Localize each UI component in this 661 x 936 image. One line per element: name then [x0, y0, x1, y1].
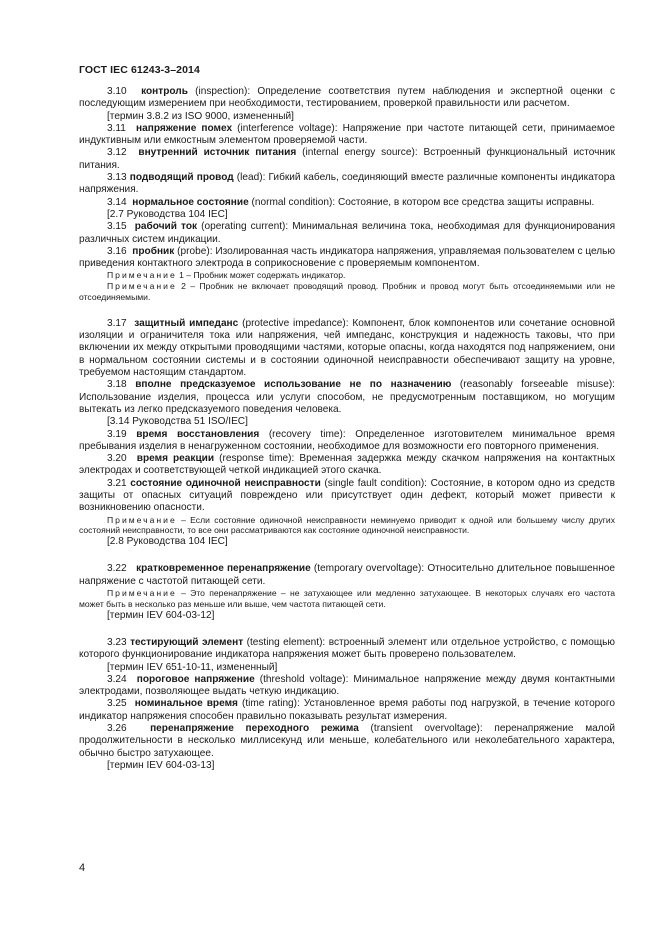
entry-3-10-reference: [термин 3.8.2 из ISO 9000, измененный] — [107, 110, 294, 122]
entry-3-22: 3.22 кратковременное перенапряжение (temporary overvoltage): Относительно длительное повышенное напряжение с частотой питающей сети. — [79, 563, 615, 587]
term: вполне предсказуемое использование не по назначению — [135, 379, 452, 391]
entry-3-10: 3.10 контроль (inspection): Определение соответствия путем наблюдения и экспертной оценки с последующим измерением при необходимости, тестированием, проверкой правильности или расчетом. — [79, 86, 615, 110]
entry-3-22-reference: [термин IEV 604-03-12] — [107, 609, 215, 621]
term: пороговое напряжение — [136, 673, 255, 685]
term: контроль — [141, 86, 188, 97]
entry-3-21-note: Примечание – Если состояние одиночной неисправности неминуемо приводит к одной или большему числу других состояний неисправности, то все они рассматриваются как состояние одиночной неисправности. — [79, 514, 615, 536]
term: рабочий ток — [134, 221, 198, 233]
entry-3-18-reference: [3.14 Руководства 51 ISO/IEC] — [107, 416, 248, 428]
entry-3-23-reference: [термин IEV 651-10-11, измененный] — [107, 661, 278, 673]
entry-3-21-reference: [2.8 Руководства 104 IEC] — [107, 536, 228, 548]
entry-3-20: 3.20 время реакции (response time): Временная задержка между скачком напряжения на контактных электродах и соответствующей четкой индикацией этого скачка. — [79, 453, 615, 477]
entry-3-26-reference: [термин IEV 604-03-13] — [107, 759, 215, 771]
term: перенапряжение переходного режима — [150, 723, 359, 735]
term: напряжение помех — [136, 122, 233, 134]
entry-3-15: 3.15 рабочий ток (operating current): Минимальная величина тока, необходимая для функционирования различных систем индикации. — [79, 221, 616, 245]
term: внутренний источник питания — [138, 147, 297, 159]
entry-3-19: 3.19 время восстановления (recovery time): Определенное изготовителем минимальное время пребывания изделия в ненагруженном состоянии, необходимое для возможности его повторного применения. — [79, 428, 615, 452]
entry-3-21: 3.21 состояние одиночной неисправности (single fault condition): Состояние, в котором одно из средств защиты от опасных ситуаций повреждено или присутствует один дефект, который может привести к возникновению опасности. — [79, 477, 615, 514]
term: номинальное время — [134, 698, 238, 710]
entry-3-24: 3.24 пороговое напряжение (threshold voltage): Минимальное напряжение между двумя контактными электродами, позволяющее выдать четкую индикацию. — [79, 673, 615, 698]
entry-3-22-note: Примечание – Это перенапряжение – не затухающее или медленно затухающее. В некоторых случаях его частота может быть в несколько раз меньше или выше, чем частота питающей сети. — [79, 588, 615, 609]
entry-3-16-note-1: Примечание 1 – Пробник может содержать индикатор. — [107, 270, 346, 281]
entry-3-18: 3.18 вполне предсказуемое использование не по назначению (reasonably forseeable misuse): Использование изделия, процесса или услуги способом, не предусмотренным поставщиком, но могущим вытекать из легко предсказуемого поведения человека. — [79, 379, 615, 415]
term: время восстановления — [136, 428, 260, 440]
term: нормальное состояние — [132, 196, 249, 208]
term: тестирующий элемент — [130, 636, 244, 648]
entry-3-13: 3.13 подводящий провод (lead): Гибкий кабель, соединяющий вместе различные компоненты индикатора напряжения. — [79, 172, 615, 196]
entry-3-23: 3.23 тестирующий элемент (testing element): встроенный элемент или отдельное устройство, с помощью которого функционирование индикатора напряжения может быть проверено пользователем. — [79, 636, 615, 661]
entry-3-26: 3.26 перенапряжение переходного режима (transient overvoltage): перенапряжение малой продолжительности в несколько миллисекунд или меньше, колебательного или неколебательного характера, обычно быстро затухающее. — [79, 723, 615, 759]
page-number: 4 — [79, 862, 86, 874]
entry-3-14: 3.14 нормальное состояние (normal condition): Состояние, в котором все средства защиты исправны. — [107, 196, 595, 208]
document-header: ГОСТ IEC 61243-3–2014 — [79, 64, 200, 76]
document-body — [79, 86, 615, 772]
entry-3-25: 3.25 номинальное время (time rating): Установленное время работы под нагрузкой, в течение которого индикатор напряжения способен правильно показывать результат измерения. — [79, 698, 615, 722]
term: защитный импеданс — [134, 317, 239, 329]
entry-3-14-reference: [2.7 Руководства 104 IEC] — [107, 208, 228, 220]
term: подводящий провод — [129, 172, 234, 184]
term: состояние одиночной неисправности — [130, 477, 321, 489]
term: кратковременное перенапряжение — [136, 563, 311, 575]
term: время реакции — [136, 453, 215, 465]
term: пробник — [132, 245, 175, 257]
entry-3-17: 3.17 защитный импеданс (protective impedance): Компонент, блок компонентов или сочетание основной изоляции и ограничителя тока или напряжения, чей импеданс, конструкция и надежность таковы, что при включении их между открытыми проводящими частями, которые опасны, когда находятся под напряжением, они в нормальном состоянии системы и в состоянии одиночной неисправности обеспечивают защиту на уровне, требуемом настоящим стандартом. — [79, 317, 615, 379]
entry-3-11: 3.11 напряжение помех (interference voltage): Напряжение при частоте питающей сети, принимаемое индуктивным или емкостным элементом проверяемой части. — [79, 122, 615, 147]
entry-3-16-note-2: Примечание 2 – Пробник не включает проводящий провод. Пробник и провод могут быть отсоединяемыми или не отсоединяемыми. — [79, 281, 615, 303]
entry-3-12: 3.12 внутренний источник питания (internal energy source): Встроенный функциональный источник питания. — [79, 147, 616, 171]
entry-3-16: 3.16 пробник (probe): Изолированная часть индикатора напряжения, управляемая пользователем с целью приведения контактного электрода в соприкосновение с проверяемым компонентом. — [79, 245, 616, 270]
